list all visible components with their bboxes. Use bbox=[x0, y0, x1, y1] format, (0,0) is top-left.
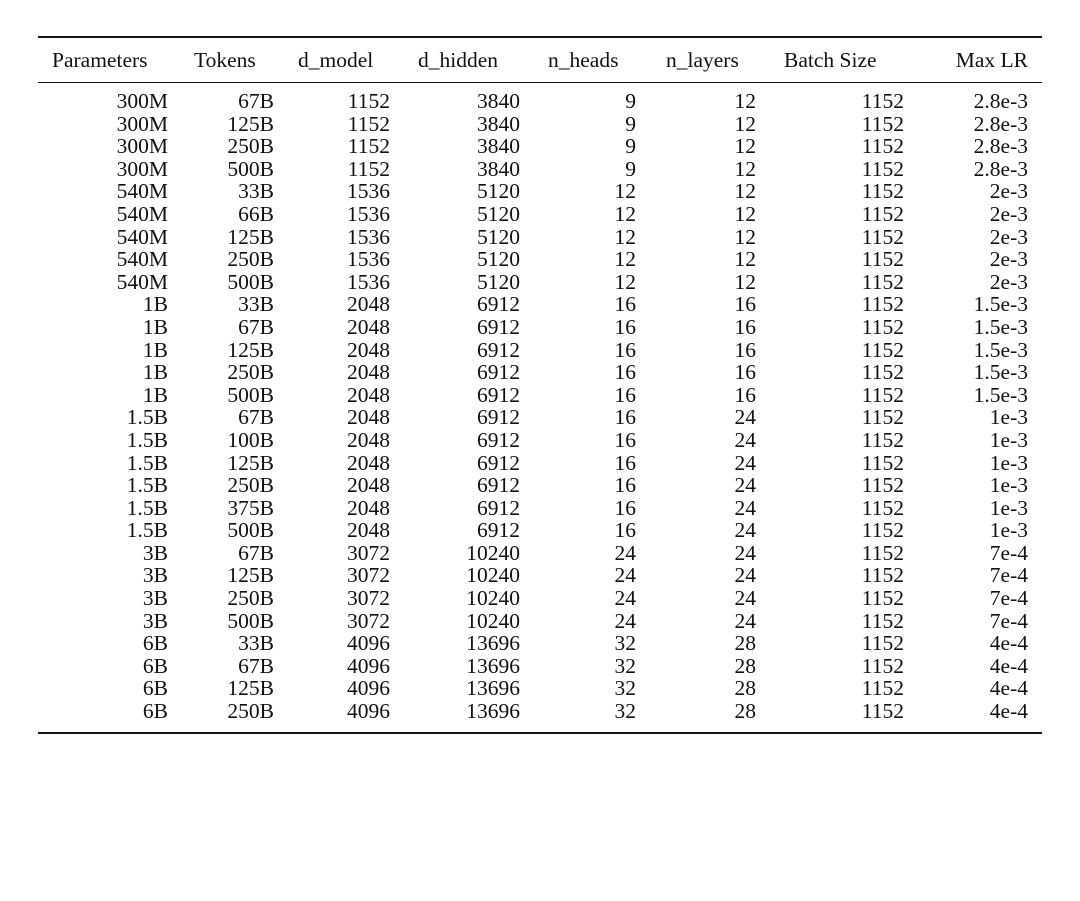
cell-batch-size: 1152 bbox=[861, 247, 904, 272]
cell-tokens: 33B bbox=[238, 179, 274, 204]
cell-batch-size: 1152 bbox=[861, 608, 904, 633]
cell-tokens: 250B bbox=[227, 360, 274, 385]
cell-parameters: 3B bbox=[142, 540, 168, 565]
table-row bbox=[38, 474, 1042, 497]
cell-tokens: 250B bbox=[227, 473, 274, 498]
cell-n-layers: 16 bbox=[734, 382, 756, 407]
cell-tokens: 500B bbox=[227, 269, 274, 294]
cell-d-model: 3072 bbox=[347, 608, 390, 633]
cell-tokens: 125B bbox=[227, 450, 274, 475]
cell-batch-size: 1152 bbox=[861, 563, 904, 588]
cell-max-lr: 1.5e-3 bbox=[973, 337, 1028, 362]
cell-tokens: 67B bbox=[238, 314, 274, 339]
cell-tokens: 125B bbox=[227, 563, 274, 588]
cell-max-lr: 1.5e-3 bbox=[973, 360, 1028, 385]
cell-batch-size: 1152 bbox=[861, 89, 904, 113]
cell-parameters: 1B bbox=[142, 382, 168, 407]
table-row bbox=[38, 361, 1042, 384]
header-row bbox=[38, 38, 1042, 82]
cell-batch-size: 1152 bbox=[861, 156, 904, 181]
cell-max-lr: 1e-3 bbox=[989, 427, 1028, 452]
cell-max-lr: 4e-4 bbox=[989, 699, 1028, 724]
cell-max-lr: 4e-4 bbox=[989, 653, 1028, 678]
cell-n-heads: 16 bbox=[614, 427, 636, 452]
cell-parameters: 300M bbox=[116, 111, 168, 136]
cell-parameters: 300M bbox=[116, 156, 168, 181]
header-n-heads: n_heads bbox=[548, 48, 619, 72]
cell-batch-size: 1152 bbox=[861, 405, 904, 430]
cell-n-heads: 12 bbox=[614, 247, 636, 272]
table-row bbox=[38, 339, 1042, 362]
cell-d-hidden: 10240 bbox=[466, 586, 520, 611]
cell-n-layers: 12 bbox=[734, 269, 756, 294]
cell-max-lr: 1.5e-3 bbox=[973, 314, 1028, 339]
hyperparameter-table bbox=[38, 36, 1042, 734]
cell-parameters: 3B bbox=[142, 586, 168, 611]
table-row bbox=[38, 248, 1042, 271]
cell-d-model: 3072 bbox=[347, 586, 390, 611]
table-row bbox=[38, 700, 1042, 723]
cell-d-hidden: 6912 bbox=[477, 405, 520, 430]
cell-parameters: 1.5B bbox=[126, 518, 168, 543]
cell-batch-size: 1152 bbox=[861, 586, 904, 611]
cell-d-hidden: 3840 bbox=[477, 156, 520, 181]
table-row bbox=[38, 113, 1042, 136]
table-row bbox=[38, 158, 1042, 181]
table-row bbox=[38, 384, 1042, 407]
cell-tokens: 100B bbox=[227, 427, 274, 452]
cell-d-hidden: 10240 bbox=[466, 540, 520, 565]
cell-parameters: 540M bbox=[116, 179, 168, 204]
cell-parameters: 1.5B bbox=[126, 450, 168, 475]
cell-d-hidden: 5120 bbox=[477, 269, 520, 294]
cell-n-layers: 16 bbox=[734, 337, 756, 362]
cell-d-hidden: 6912 bbox=[477, 427, 520, 452]
cell-n-heads: 16 bbox=[614, 382, 636, 407]
cell-n-heads: 16 bbox=[614, 360, 636, 385]
cell-parameters: 1B bbox=[142, 292, 168, 317]
cell-n-layers: 28 bbox=[734, 676, 756, 701]
cell-max-lr: 7e-4 bbox=[989, 586, 1028, 611]
cell-d-model: 1536 bbox=[347, 179, 390, 204]
cell-max-lr: 2.8e-3 bbox=[973, 89, 1028, 113]
cell-max-lr: 1e-3 bbox=[989, 473, 1028, 498]
cell-d-hidden: 6912 bbox=[477, 473, 520, 498]
cell-d-hidden: 10240 bbox=[466, 563, 520, 588]
cell-batch-size: 1152 bbox=[861, 292, 904, 317]
cell-d-model: 2048 bbox=[347, 405, 390, 430]
cell-n-layers: 12 bbox=[734, 247, 756, 272]
cell-max-lr: 7e-4 bbox=[989, 563, 1028, 588]
table-bottom-rule bbox=[38, 732, 1042, 734]
table-row bbox=[38, 293, 1042, 316]
cell-batch-size: 1152 bbox=[861, 360, 904, 385]
table-row bbox=[38, 497, 1042, 520]
cell-n-layers: 24 bbox=[734, 473, 756, 498]
cell-batch-size: 1152 bbox=[861, 337, 904, 362]
cell-d-hidden: 6912 bbox=[477, 360, 520, 385]
table-body bbox=[38, 83, 1042, 723]
header-d-hidden: d_hidden bbox=[418, 48, 499, 72]
cell-n-layers: 24 bbox=[734, 450, 756, 475]
cell-n-heads: 32 bbox=[614, 631, 636, 656]
cell-n-layers: 24 bbox=[734, 405, 756, 430]
cell-d-model: 4096 bbox=[347, 699, 390, 724]
cell-parameters: 1.5B bbox=[126, 473, 168, 498]
cell-d-hidden: 6912 bbox=[477, 518, 520, 543]
cell-max-lr: 2.8e-3 bbox=[973, 134, 1028, 159]
cell-d-model: 2048 bbox=[347, 450, 390, 475]
table-row bbox=[38, 610, 1042, 633]
cell-batch-size: 1152 bbox=[861, 111, 904, 136]
cell-n-heads: 12 bbox=[614, 201, 636, 226]
cell-n-layers: 28 bbox=[734, 631, 756, 656]
cell-tokens: 500B bbox=[227, 608, 274, 633]
cell-n-heads: 9 bbox=[625, 111, 636, 136]
cell-parameters: 6B bbox=[142, 631, 168, 656]
cell-n-layers: 16 bbox=[734, 360, 756, 385]
cell-n-layers: 28 bbox=[734, 653, 756, 678]
cell-parameters: 3B bbox=[142, 563, 168, 588]
cell-batch-size: 1152 bbox=[861, 631, 904, 656]
table-row bbox=[38, 180, 1042, 203]
table-row bbox=[38, 519, 1042, 542]
cell-tokens: 33B bbox=[238, 292, 274, 317]
cell-max-lr: 4e-4 bbox=[989, 676, 1028, 701]
cell-max-lr: 1e-3 bbox=[989, 495, 1028, 520]
cell-max-lr: 1e-3 bbox=[989, 405, 1028, 430]
cell-d-model: 1152 bbox=[347, 156, 390, 181]
cell-tokens: 125B bbox=[227, 676, 274, 701]
cell-d-hidden: 6912 bbox=[477, 292, 520, 317]
table-row bbox=[38, 677, 1042, 700]
cell-n-layers: 24 bbox=[734, 495, 756, 520]
cell-n-heads: 16 bbox=[614, 473, 636, 498]
cell-d-model: 2048 bbox=[347, 473, 390, 498]
cell-n-heads: 32 bbox=[614, 653, 636, 678]
cell-d-hidden: 5120 bbox=[477, 179, 520, 204]
cell-batch-size: 1152 bbox=[861, 699, 904, 724]
cell-d-model: 2048 bbox=[347, 427, 390, 452]
header-n-layers: n_layers bbox=[666, 48, 739, 72]
cell-parameters: 6B bbox=[142, 676, 168, 701]
cell-n-layers: 24 bbox=[734, 518, 756, 543]
cell-n-heads: 9 bbox=[625, 134, 636, 159]
cell-parameters: 1.5B bbox=[126, 427, 168, 452]
cell-tokens: 375B bbox=[227, 495, 274, 520]
cell-n-layers: 24 bbox=[734, 586, 756, 611]
table-row bbox=[38, 452, 1042, 475]
cell-n-layers: 28 bbox=[734, 699, 756, 724]
cell-d-hidden: 13696 bbox=[466, 699, 520, 724]
cell-d-model: 1152 bbox=[347, 134, 390, 159]
cell-tokens: 250B bbox=[227, 134, 274, 159]
hyperparameter-grid bbox=[38, 38, 1042, 723]
cell-n-layers: 12 bbox=[734, 179, 756, 204]
cell-tokens: 250B bbox=[227, 247, 274, 272]
cell-parameters: 540M bbox=[116, 269, 168, 294]
table-row bbox=[38, 429, 1042, 452]
cell-parameters: 3B bbox=[142, 608, 168, 633]
cell-max-lr: 2e-3 bbox=[989, 179, 1028, 204]
cell-d-model: 1152 bbox=[347, 111, 390, 136]
table-row bbox=[38, 655, 1042, 678]
cell-max-lr: 2.8e-3 bbox=[973, 156, 1028, 181]
cell-n-heads: 16 bbox=[614, 337, 636, 362]
cell-batch-size: 1152 bbox=[861, 676, 904, 701]
cell-d-hidden: 13696 bbox=[466, 631, 520, 656]
cell-n-heads: 9 bbox=[625, 156, 636, 181]
cell-tokens: 33B bbox=[238, 631, 274, 656]
cell-d-hidden: 6912 bbox=[477, 450, 520, 475]
cell-n-heads: 12 bbox=[614, 179, 636, 204]
cell-d-model: 4096 bbox=[347, 653, 390, 678]
cell-batch-size: 1152 bbox=[861, 518, 904, 543]
cell-batch-size: 1152 bbox=[861, 473, 904, 498]
cell-max-lr: 7e-4 bbox=[989, 608, 1028, 633]
cell-n-heads: 24 bbox=[614, 586, 636, 611]
cell-d-hidden: 5120 bbox=[477, 247, 520, 272]
cell-tokens: 250B bbox=[227, 699, 274, 724]
table-row bbox=[38, 271, 1042, 294]
cell-n-layers: 12 bbox=[734, 89, 756, 113]
table-header bbox=[38, 38, 1042, 83]
cell-d-model: 1536 bbox=[347, 201, 390, 226]
cell-d-model: 2048 bbox=[347, 337, 390, 362]
cell-n-layers: 16 bbox=[734, 292, 756, 317]
cell-parameters: 1.5B bbox=[126, 495, 168, 520]
cell-d-model: 2048 bbox=[347, 518, 390, 543]
table-row bbox=[38, 406, 1042, 429]
cell-n-heads: 24 bbox=[614, 540, 636, 565]
cell-n-heads: 12 bbox=[614, 269, 636, 294]
cell-d-model: 2048 bbox=[347, 495, 390, 520]
cell-n-heads: 16 bbox=[614, 405, 636, 430]
cell-batch-size: 1152 bbox=[861, 653, 904, 678]
table-row bbox=[38, 316, 1042, 339]
cell-d-hidden: 6912 bbox=[477, 314, 520, 339]
cell-n-layers: 24 bbox=[734, 563, 756, 588]
cell-n-layers: 24 bbox=[734, 540, 756, 565]
cell-batch-size: 1152 bbox=[861, 201, 904, 226]
cell-batch-size: 1152 bbox=[861, 382, 904, 407]
header-parameters: Parameters bbox=[52, 48, 148, 72]
cell-d-hidden: 6912 bbox=[477, 337, 520, 362]
cell-tokens: 125B bbox=[227, 224, 274, 249]
cell-tokens: 250B bbox=[227, 586, 274, 611]
cell-d-hidden: 3840 bbox=[477, 89, 520, 113]
cell-n-layers: 12 bbox=[734, 201, 756, 226]
table-row bbox=[38, 83, 1042, 113]
cell-d-model: 2048 bbox=[347, 382, 390, 407]
cell-d-model: 3072 bbox=[347, 540, 390, 565]
cell-d-hidden: 3840 bbox=[477, 111, 520, 136]
cell-tokens: 500B bbox=[227, 156, 274, 181]
cell-n-heads: 32 bbox=[614, 676, 636, 701]
cell-d-hidden: 5120 bbox=[477, 201, 520, 226]
cell-tokens: 125B bbox=[227, 337, 274, 362]
cell-batch-size: 1152 bbox=[861, 450, 904, 475]
cell-d-model: 2048 bbox=[347, 360, 390, 385]
cell-n-heads: 16 bbox=[614, 292, 636, 317]
cell-max-lr: 1.5e-3 bbox=[973, 292, 1028, 317]
cell-parameters: 1B bbox=[142, 360, 168, 385]
cell-n-heads: 32 bbox=[614, 699, 636, 724]
cell-batch-size: 1152 bbox=[861, 314, 904, 339]
cell-max-lr: 2e-3 bbox=[989, 269, 1028, 294]
cell-max-lr: 7e-4 bbox=[989, 540, 1028, 565]
cell-max-lr: 2e-3 bbox=[989, 201, 1028, 226]
cell-parameters: 540M bbox=[116, 224, 168, 249]
cell-max-lr: 2e-3 bbox=[989, 224, 1028, 249]
cell-n-layers: 24 bbox=[734, 427, 756, 452]
table-row bbox=[38, 135, 1042, 158]
cell-d-model: 2048 bbox=[347, 292, 390, 317]
cell-d-model: 2048 bbox=[347, 314, 390, 339]
cell-n-layers: 12 bbox=[734, 134, 756, 159]
header-tokens: Tokens bbox=[194, 48, 256, 72]
cell-max-lr: 2e-3 bbox=[989, 247, 1028, 272]
cell-n-heads: 16 bbox=[614, 314, 636, 339]
cell-n-layers: 12 bbox=[734, 224, 756, 249]
cell-batch-size: 1152 bbox=[861, 495, 904, 520]
cell-d-hidden: 5120 bbox=[477, 224, 520, 249]
cell-d-hidden: 13696 bbox=[466, 653, 520, 678]
header-max-lr: Max LR bbox=[955, 48, 1028, 72]
cell-tokens: 500B bbox=[227, 518, 274, 543]
cell-tokens: 125B bbox=[227, 111, 274, 136]
cell-n-heads: 12 bbox=[614, 224, 636, 249]
cell-batch-size: 1152 bbox=[861, 269, 904, 294]
cell-tokens: 67B bbox=[238, 405, 274, 430]
cell-d-hidden: 6912 bbox=[477, 495, 520, 520]
cell-parameters: 6B bbox=[142, 653, 168, 678]
cell-n-heads: 16 bbox=[614, 518, 636, 543]
cell-d-model: 1536 bbox=[347, 224, 390, 249]
cell-d-model: 1152 bbox=[347, 89, 390, 113]
cell-d-model: 3072 bbox=[347, 563, 390, 588]
cell-tokens: 66B bbox=[238, 201, 274, 226]
table-row bbox=[38, 203, 1042, 226]
cell-batch-size: 1152 bbox=[861, 540, 904, 565]
cell-batch-size: 1152 bbox=[861, 427, 904, 452]
table-row bbox=[38, 226, 1042, 249]
table-row bbox=[38, 587, 1042, 610]
cell-parameters: 300M bbox=[116, 89, 168, 113]
cell-d-model: 1536 bbox=[347, 269, 390, 294]
cell-d-hidden: 13696 bbox=[466, 676, 520, 701]
cell-n-heads: 9 bbox=[625, 89, 636, 113]
cell-batch-size: 1152 bbox=[861, 179, 904, 204]
cell-parameters: 1.5B bbox=[126, 405, 168, 430]
cell-batch-size: 1152 bbox=[861, 134, 904, 159]
cell-d-hidden: 10240 bbox=[466, 608, 520, 633]
cell-d-hidden: 6912 bbox=[477, 382, 520, 407]
cell-n-heads: 16 bbox=[614, 450, 636, 475]
cell-d-hidden: 3840 bbox=[477, 134, 520, 159]
cell-max-lr: 4e-4 bbox=[989, 631, 1028, 656]
cell-n-heads: 24 bbox=[614, 608, 636, 633]
cell-d-model: 1536 bbox=[347, 247, 390, 272]
cell-d-model: 4096 bbox=[347, 631, 390, 656]
header-batch-size: Batch Size bbox=[784, 48, 877, 72]
cell-max-lr: 2.8e-3 bbox=[973, 111, 1028, 136]
cell-tokens: 67B bbox=[238, 89, 274, 113]
cell-max-lr: 1e-3 bbox=[989, 450, 1028, 475]
cell-n-heads: 16 bbox=[614, 495, 636, 520]
cell-n-layers: 24 bbox=[734, 608, 756, 633]
cell-batch-size: 1152 bbox=[861, 224, 904, 249]
cell-d-model: 4096 bbox=[347, 676, 390, 701]
cell-parameters: 540M bbox=[116, 247, 168, 272]
cell-parameters: 1B bbox=[142, 337, 168, 362]
table-row bbox=[38, 632, 1042, 655]
cell-tokens: 500B bbox=[227, 382, 274, 407]
cell-n-layers: 12 bbox=[734, 156, 756, 181]
table-row bbox=[38, 542, 1042, 565]
cell-parameters: 1B bbox=[142, 314, 168, 339]
cell-parameters: 540M bbox=[116, 201, 168, 226]
header-d-model: d_model bbox=[298, 48, 374, 72]
cell-max-lr: 1.5e-3 bbox=[973, 382, 1028, 407]
cell-parameters: 6B bbox=[142, 699, 168, 724]
cell-n-layers: 12 bbox=[734, 111, 756, 136]
cell-n-layers: 16 bbox=[734, 314, 756, 339]
cell-tokens: 67B bbox=[238, 653, 274, 678]
cell-max-lr: 1e-3 bbox=[989, 518, 1028, 543]
cell-tokens: 67B bbox=[238, 540, 274, 565]
cell-parameters: 300M bbox=[116, 134, 168, 159]
cell-n-heads: 24 bbox=[614, 563, 636, 588]
table-row bbox=[38, 564, 1042, 587]
